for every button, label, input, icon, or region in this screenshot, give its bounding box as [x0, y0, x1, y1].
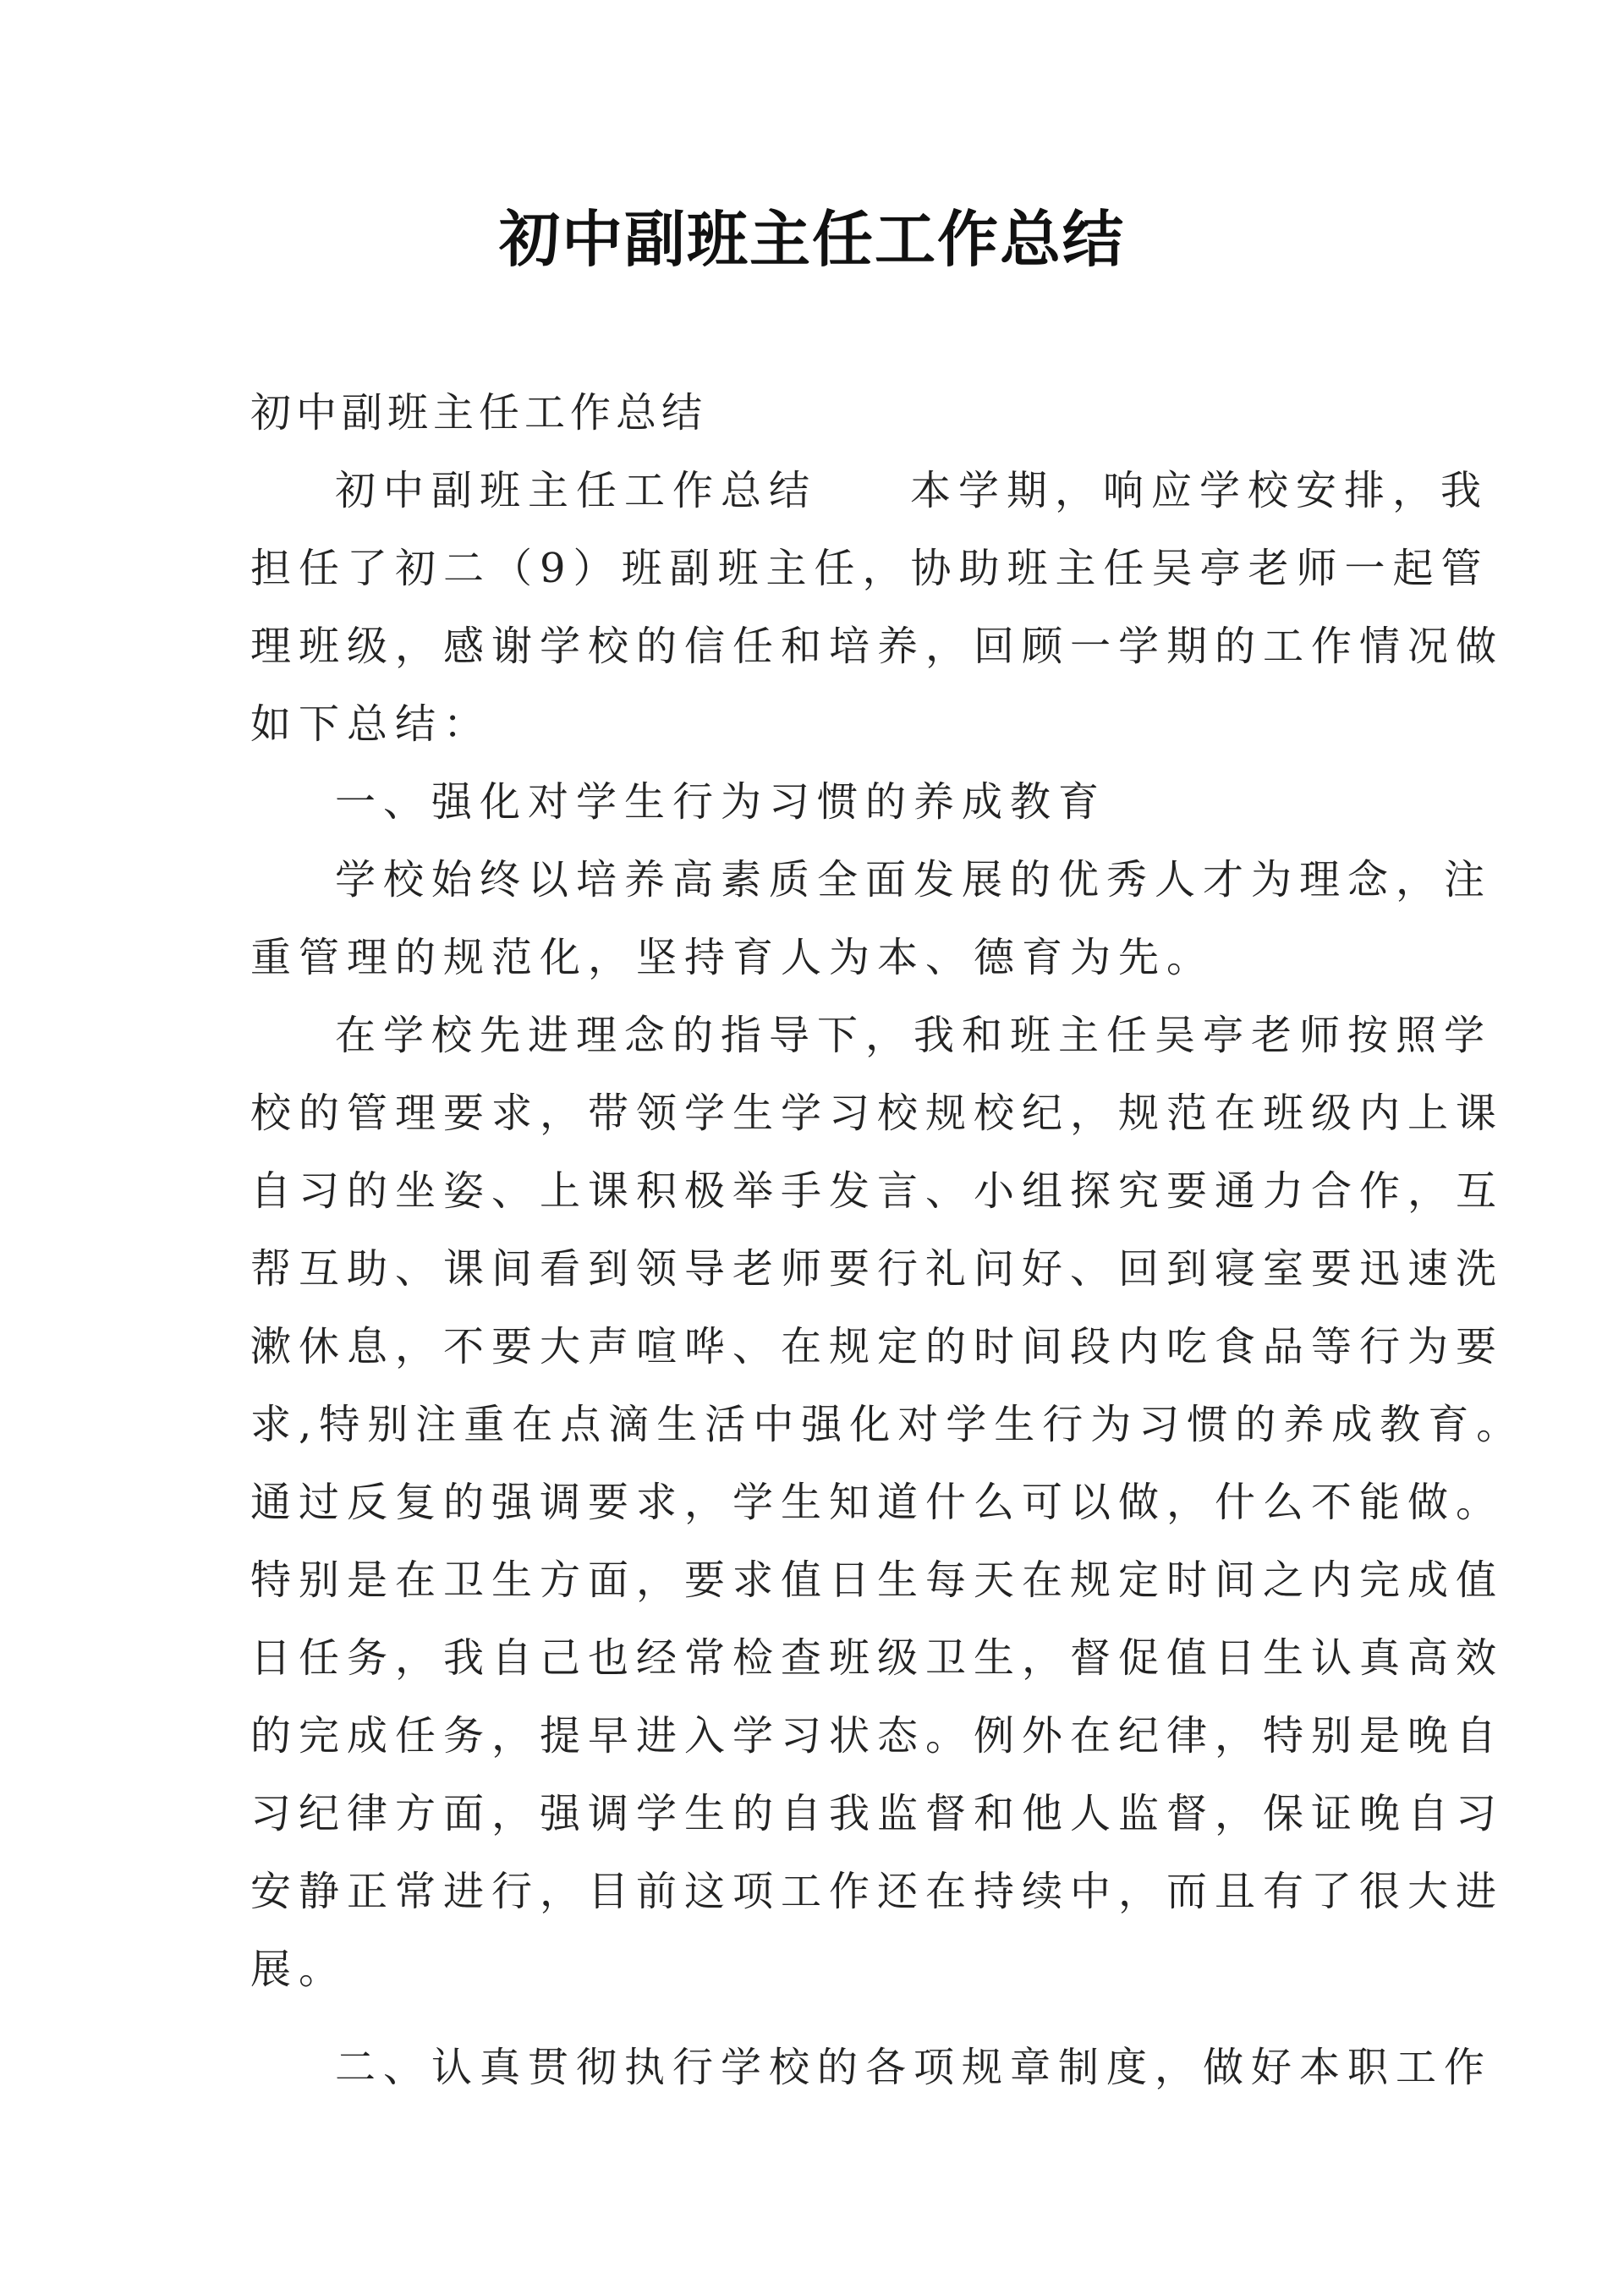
section1-para2-line: 的完成任务，提早进入学习状态。例外在纪律，特别是晚自	[250, 1712, 1505, 1760]
section1-para1-line: 重管理的规范化，坚持育人为本、德育为先。	[250, 934, 1215, 981]
document-body	[250, 374, 1525, 2106]
intro-line1-rest: 本学期，响应学校安排，我	[910, 467, 1490, 514]
document-subtitle: 初中副班主任工作总结	[250, 389, 708, 436]
section1-para2-line: 特别是在卫生方面，要求值日生每天在规定时间之内完成值	[250, 1557, 1505, 1604]
section1-para1-line: 学校始终以培养高素质全面发展的优秀人才为理念，注	[335, 856, 1493, 903]
section1-para2-line: 在学校先进理念的指导下，我和班主任吴亭老师按照学	[335, 1012, 1493, 1059]
intro-first-line	[250, 452, 1490, 530]
section2-heading: 二、认真贯彻执行学校的各项规章制度，做好本职工作	[335, 2044, 1493, 2091]
section1-para2-line: 通过反复的强调要求，学生知道什么可以做，什么不能做。	[250, 1479, 1505, 1526]
section1-para2-line: 帮互助、课间看到领导老师要行礼问好、回到寝室要迅速洗	[250, 1245, 1505, 1293]
section1-para2-line: 安静正常进行，目前这项工作还在持续中，而且有了很大进	[250, 1868, 1505, 1915]
section1-heading: 一、强化对学生行为习惯的养成教育	[335, 778, 1107, 826]
document-title: 初中副班主任工作总结	[498, 204, 1125, 275]
section1-para2-line: 习纪律方面，强调学生的自我监督和他人监督，保证晚自习	[250, 1790, 1505, 1837]
section1-para2-line: 漱休息，不要大声喧哗、在规定的时间段内吃食品等行为要	[250, 1323, 1505, 1370]
section1-para2-line: 展。	[250, 1946, 348, 1993]
section1-para2-line: 求,特别注重在点滴生活中强化对学生行为习惯的养成教育。	[250, 1401, 1525, 1448]
section1-para2-line: 校的管理要求，带领学生学习校规校纪，规范在班级内上课	[250, 1090, 1505, 1137]
intro-heading: 初中副班主任工作总结	[335, 467, 818, 514]
section1-para2-line: 自习的坐姿、上课积极举手发言、小组探究要通力合作，互	[250, 1167, 1505, 1215]
intro-line: 理班级，感谢学校的信任和培养，回顾一学期的工作情况做	[250, 623, 1505, 670]
intro-line: 如下总结：	[250, 700, 492, 748]
section1-para2-line: 日任务，我自己也经常检查班级卫生，督促值日生认真高效	[250, 1634, 1505, 1682]
intro-line: 担任了初二（9）班副班主任，协助班主任吴亭老师一起管	[250, 545, 1490, 592]
